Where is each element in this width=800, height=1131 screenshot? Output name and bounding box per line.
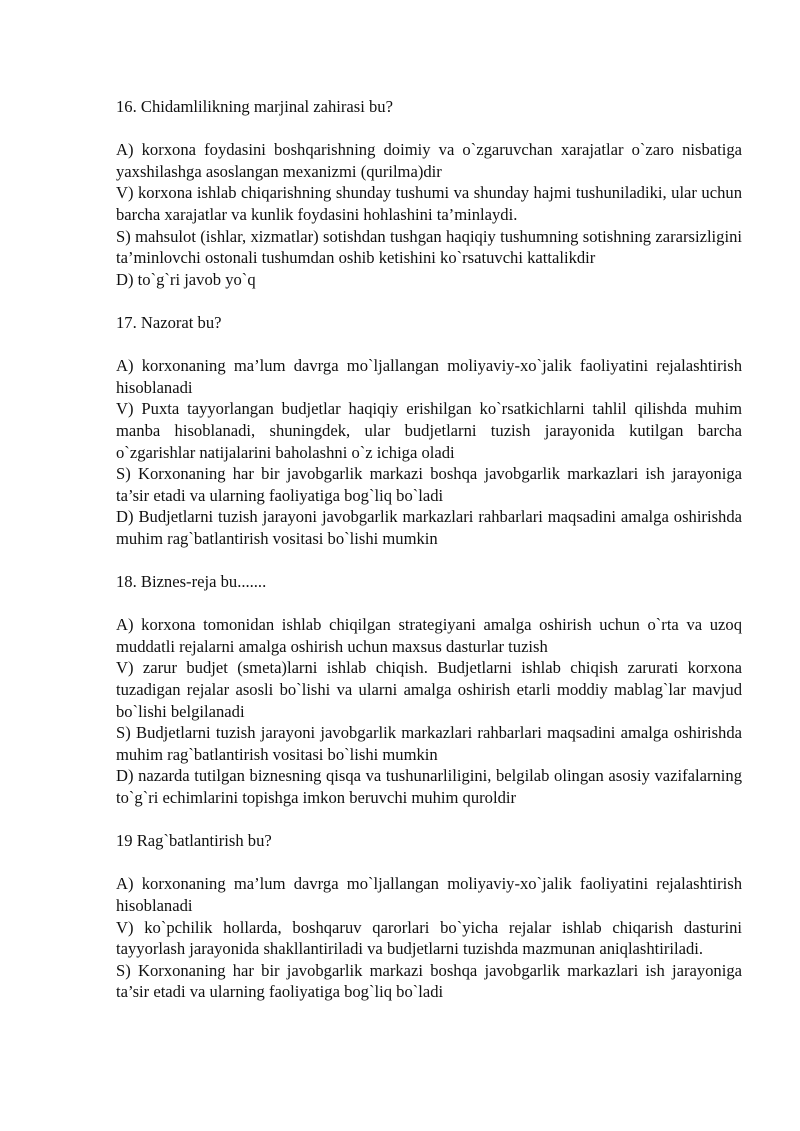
answer-option-s: S) Korxonaning har bir javobgarlik markazi boshqa javobgarlik markazlari ish jarayoniga ta’sir etadi va ularning faoliyatiga bog`liq bo`ladi [116, 960, 742, 1002]
answer-option-s: S) Korxonaning har bir javobgarlik markazi boshqa javobgarlik markazlari ish jarayoniga ta’sir etadi va ularning faoliyatiga bog`liq bo`ladi [116, 464, 742, 505]
answer-option-v: V) zarur budjet (smeta)larni ishlab chiqish. Budjetlarni ishlab chiqish zarurati korxona tuzadigan rejalar asosli bo`lishi va ularni amalga oshirish etarli moddiy mablag`lar mavjud bo`lishi belgilanadi [116, 658, 742, 721]
answer-option-v: V) Puxta tayyorlangan budjetlar haqiqiy erishilgan ko`rsatkichlarni tahlil qilishda muhim manba hisoblanadi, shuningdek, ular budjetlarni tuzish jarayonida kutilgan barcha o`zgarishlar natijalarini baholashni o`z ichiga oladi [116, 399, 742, 462]
answer-option-a: A) korxonaning ma’lum davrga mo`ljallangan moliyaviy-xo`jalik faoliyatini rejalashtirish hisoblanadi [116, 874, 742, 915]
question-title: 19 Rag`batlantirish bu? [116, 831, 272, 851]
question-title: 16. Chidamlilikning marjinal zahirasi bu? [116, 97, 393, 116]
question-title: 18. Biznes-reja bu....... [116, 572, 267, 592]
answer-option-d: D) to`g`ri javob yo`q [116, 269, 256, 289]
answer-option-d: D) nazarda tutilgan biznesning qisqa va tushunarliligini, belgilab olingan asosiy vazifalarning to`g`ri echimlarini topishga imkon beruvchi muhim quroldir [116, 766, 742, 807]
answer-option-s: S) Budjetlarni tuzish jarayoni javobgarlik markazlari rahbarlari maqsadini amalga oshirishda muhim rag`batlantirish vositasi bo`lishi mumkin [116, 723, 742, 764]
answer-option-a: A) korxona tomonidan ishlab chiqilgan strategiyani amalga oshirish uchun o`rta va uzoq muddatli rejalarni amalga oshirish uchun maxsus dasturlar tuzish [116, 615, 742, 656]
question-title: 17. Nazorat bu? [116, 312, 222, 332]
answer-option-a: A) korxona foydasini boshqarishning doimiy va o`zgaruvchan xarajatlar o`zaro nisbatiga yaxshilashga asoslangan mexanizmi (qurilma)dir [116, 140, 742, 181]
question-17 [116, 312, 742, 550]
document-page [116, 96, 742, 1025]
question-18 [116, 571, 742, 809]
question-19 [116, 830, 742, 1003]
answer-option-v: V) korxona ishlab chiqarishning shunday tushumi va shunday hajmi tushuniladiki, ular uchun barcha xarajatlar va kunlik foydasini hohlashini ta’minlaydi. [116, 183, 742, 224]
answer-option-d: D) Budjetlarni tuzish jarayoni javobgarlik markazlari rahbarlari maqsadini amalga oshirishda muhim rag`batlantirish vositasi bo`lishi mumkin [116, 507, 742, 548]
answer-option-s: S) mahsulot (ishlar, xizmatlar) sotishdan tushgan haqiqiy tushumning sotishning zararsizligini ta’minlovchi ostonali tushumdan oshib ketishini ko`rsatuvchi kattalikdir [116, 226, 742, 268]
answer-option-v: V) ko`pchilik hollarda, boshqaruv qarorlari bo`yicha rejalar ishlab chiqarish dasturini tayyorlash jarayonida shakllantiriladi va budjetlarni tuzishda mazmunan aniqlashtiriladi. [116, 917, 742, 959]
question-16 [116, 96, 742, 290]
answer-option-a: A) korxonaning ma’lum davrga mo`ljallangan moliyaviy-xo`jalik faoliyatini rejalashtirish hisoblanadi [116, 356, 742, 397]
